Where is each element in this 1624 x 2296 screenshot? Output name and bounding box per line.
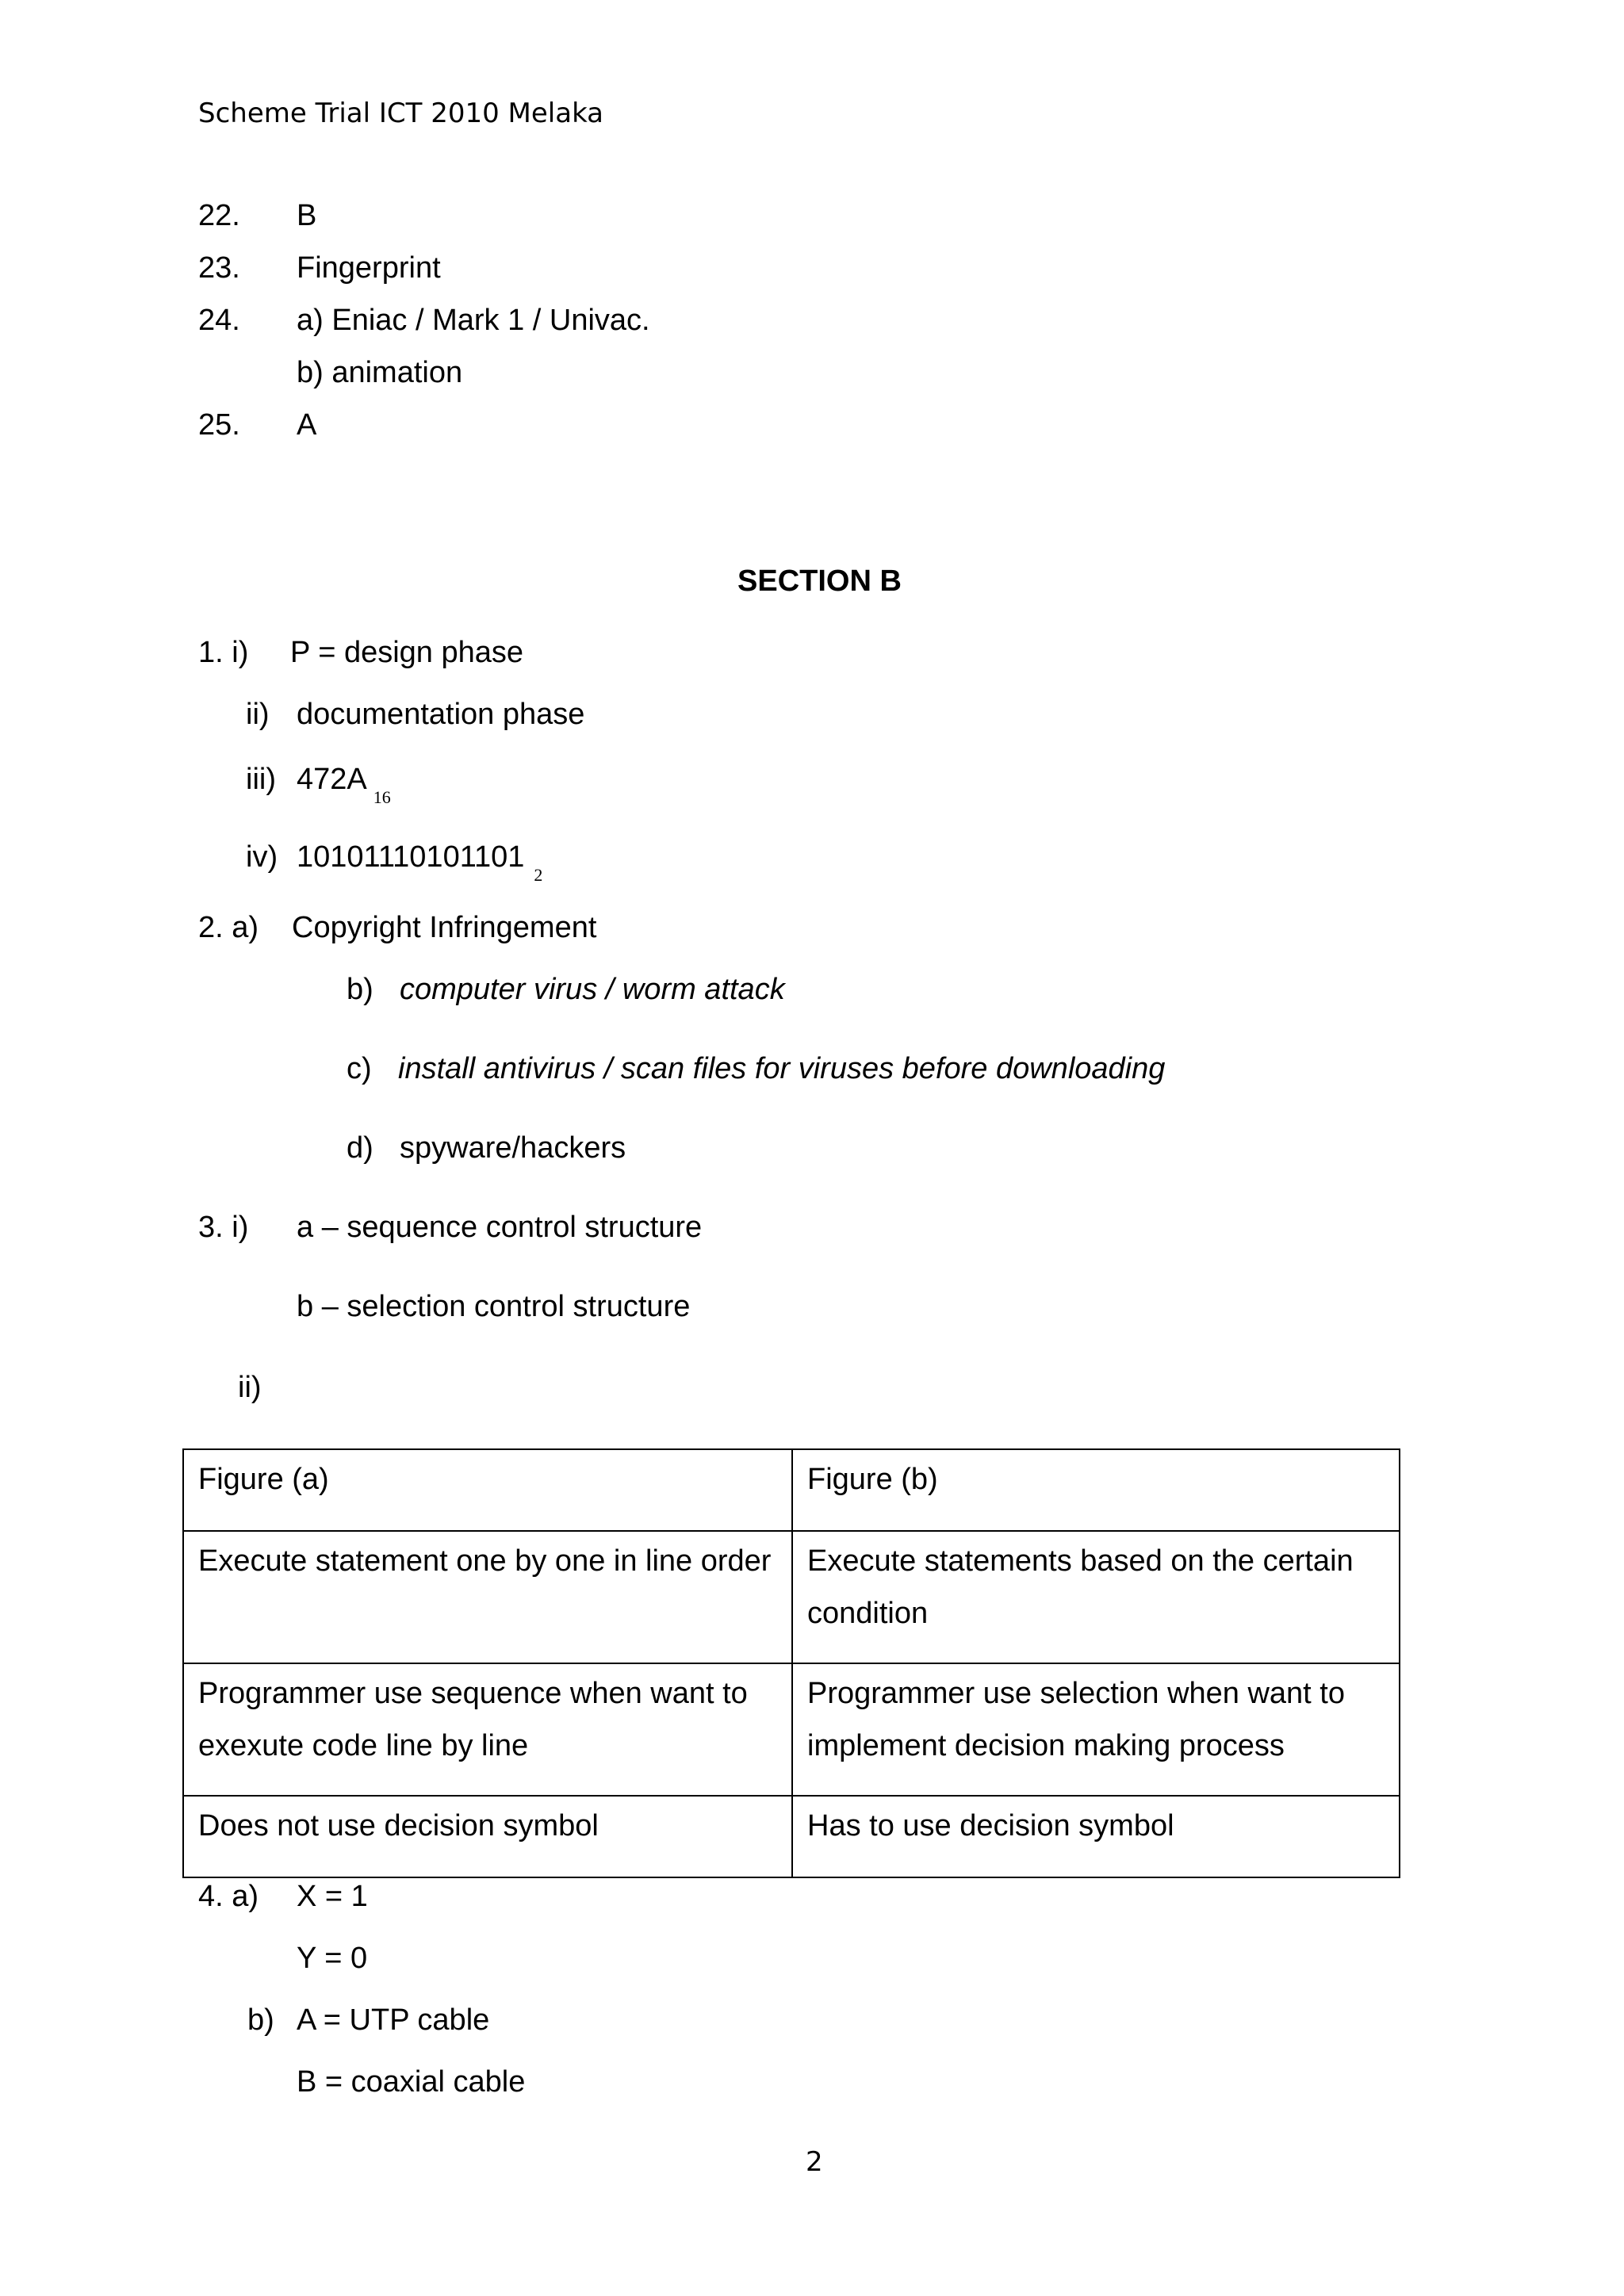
hex-value: 472A [297, 763, 367, 796]
q1-label: 1. i) [198, 636, 249, 669]
table-cell: Has to use decision symbol [792, 1796, 1400, 1877]
table-header-row [183, 1449, 1400, 1531]
q2-d-answer: spyware/hackers [400, 1131, 626, 1165]
q4-a-x: X = 1 [297, 1880, 368, 1913]
binary-value: 10101110101101 [297, 840, 525, 874]
q2-label: 2. a) [198, 911, 259, 944]
table-row [183, 1663, 1400, 1796]
q22-number: 22. [198, 199, 240, 232]
q1-iii-answer [297, 763, 391, 807]
q1-iii-label: iii) [246, 763, 276, 796]
table-header-cell: Figure (a) [183, 1449, 792, 1531]
q4-b-a: A = UTP cable [297, 2003, 490, 2037]
table-row [183, 1531, 1400, 1663]
q1-iv-answer [297, 840, 543, 885]
table-cell: Execute statements based on the certain condition [792, 1531, 1400, 1663]
q1-iv-label: iv) [246, 840, 278, 874]
table-row [183, 1796, 1400, 1877]
q24-number: 24. [198, 304, 240, 337]
page-header: Scheme Trial ICT 2010 Melaka [198, 98, 604, 129]
hex-base-subscript: 16 [373, 787, 391, 807]
table-cell: Does not use decision symbol [183, 1796, 792, 1877]
page-number: 2 [806, 2146, 823, 2178]
q4-b-b: B = coaxial cable [297, 2065, 526, 2099]
q2-b-label: b) [347, 973, 373, 1006]
q3-ii-label: ii) [238, 1371, 262, 1404]
q2-a-answer: Copyright Infringement [292, 911, 597, 944]
q2-d-label: d) [347, 1131, 373, 1165]
binary-base-subscript: 2 [534, 865, 543, 885]
table-cell: Programmer use sequence when want to exexute code line by line [183, 1663, 792, 1796]
q1-ii-answer: documentation phase [297, 698, 585, 731]
section-b-title: SECTION B [737, 564, 902, 598]
comparison-table [182, 1448, 1400, 1878]
q2-c-answer: install antivirus / scan files for viruses before downloading [398, 1052, 1166, 1085]
q1-ii-label: ii) [246, 698, 270, 731]
table-cell: Programmer use selection when want to implement decision making process [792, 1663, 1400, 1796]
q3-label: 3. i) [198, 1211, 249, 1244]
q25-number: 25. [198, 408, 240, 442]
q4-b-label: b) [247, 2003, 274, 2037]
q3-b-answer: b – selection control structure [297, 1290, 691, 1323]
q25-answer: A [297, 408, 317, 442]
q1-i-answer: P = design phase [290, 636, 524, 669]
q2-c-label: c) [347, 1052, 372, 1085]
table-header-cell: Figure (b) [792, 1449, 1400, 1531]
q4-label: 4. a) [198, 1880, 259, 1913]
q2-b-answer: computer virus / worm attack [400, 973, 785, 1006]
q23-number: 23. [198, 251, 240, 285]
q22-answer: B [297, 199, 317, 232]
q4-a-y: Y = 0 [297, 1942, 368, 1975]
q24b-answer: b) animation [297, 356, 463, 389]
table-cell: Execute statement one by one in line order [183, 1531, 792, 1663]
q24a-answer: a) Eniac / Mark 1 / Univac. [297, 304, 650, 337]
q23-answer: Fingerprint [297, 251, 441, 285]
q3-a-answer: a – sequence control structure [297, 1211, 703, 1244]
